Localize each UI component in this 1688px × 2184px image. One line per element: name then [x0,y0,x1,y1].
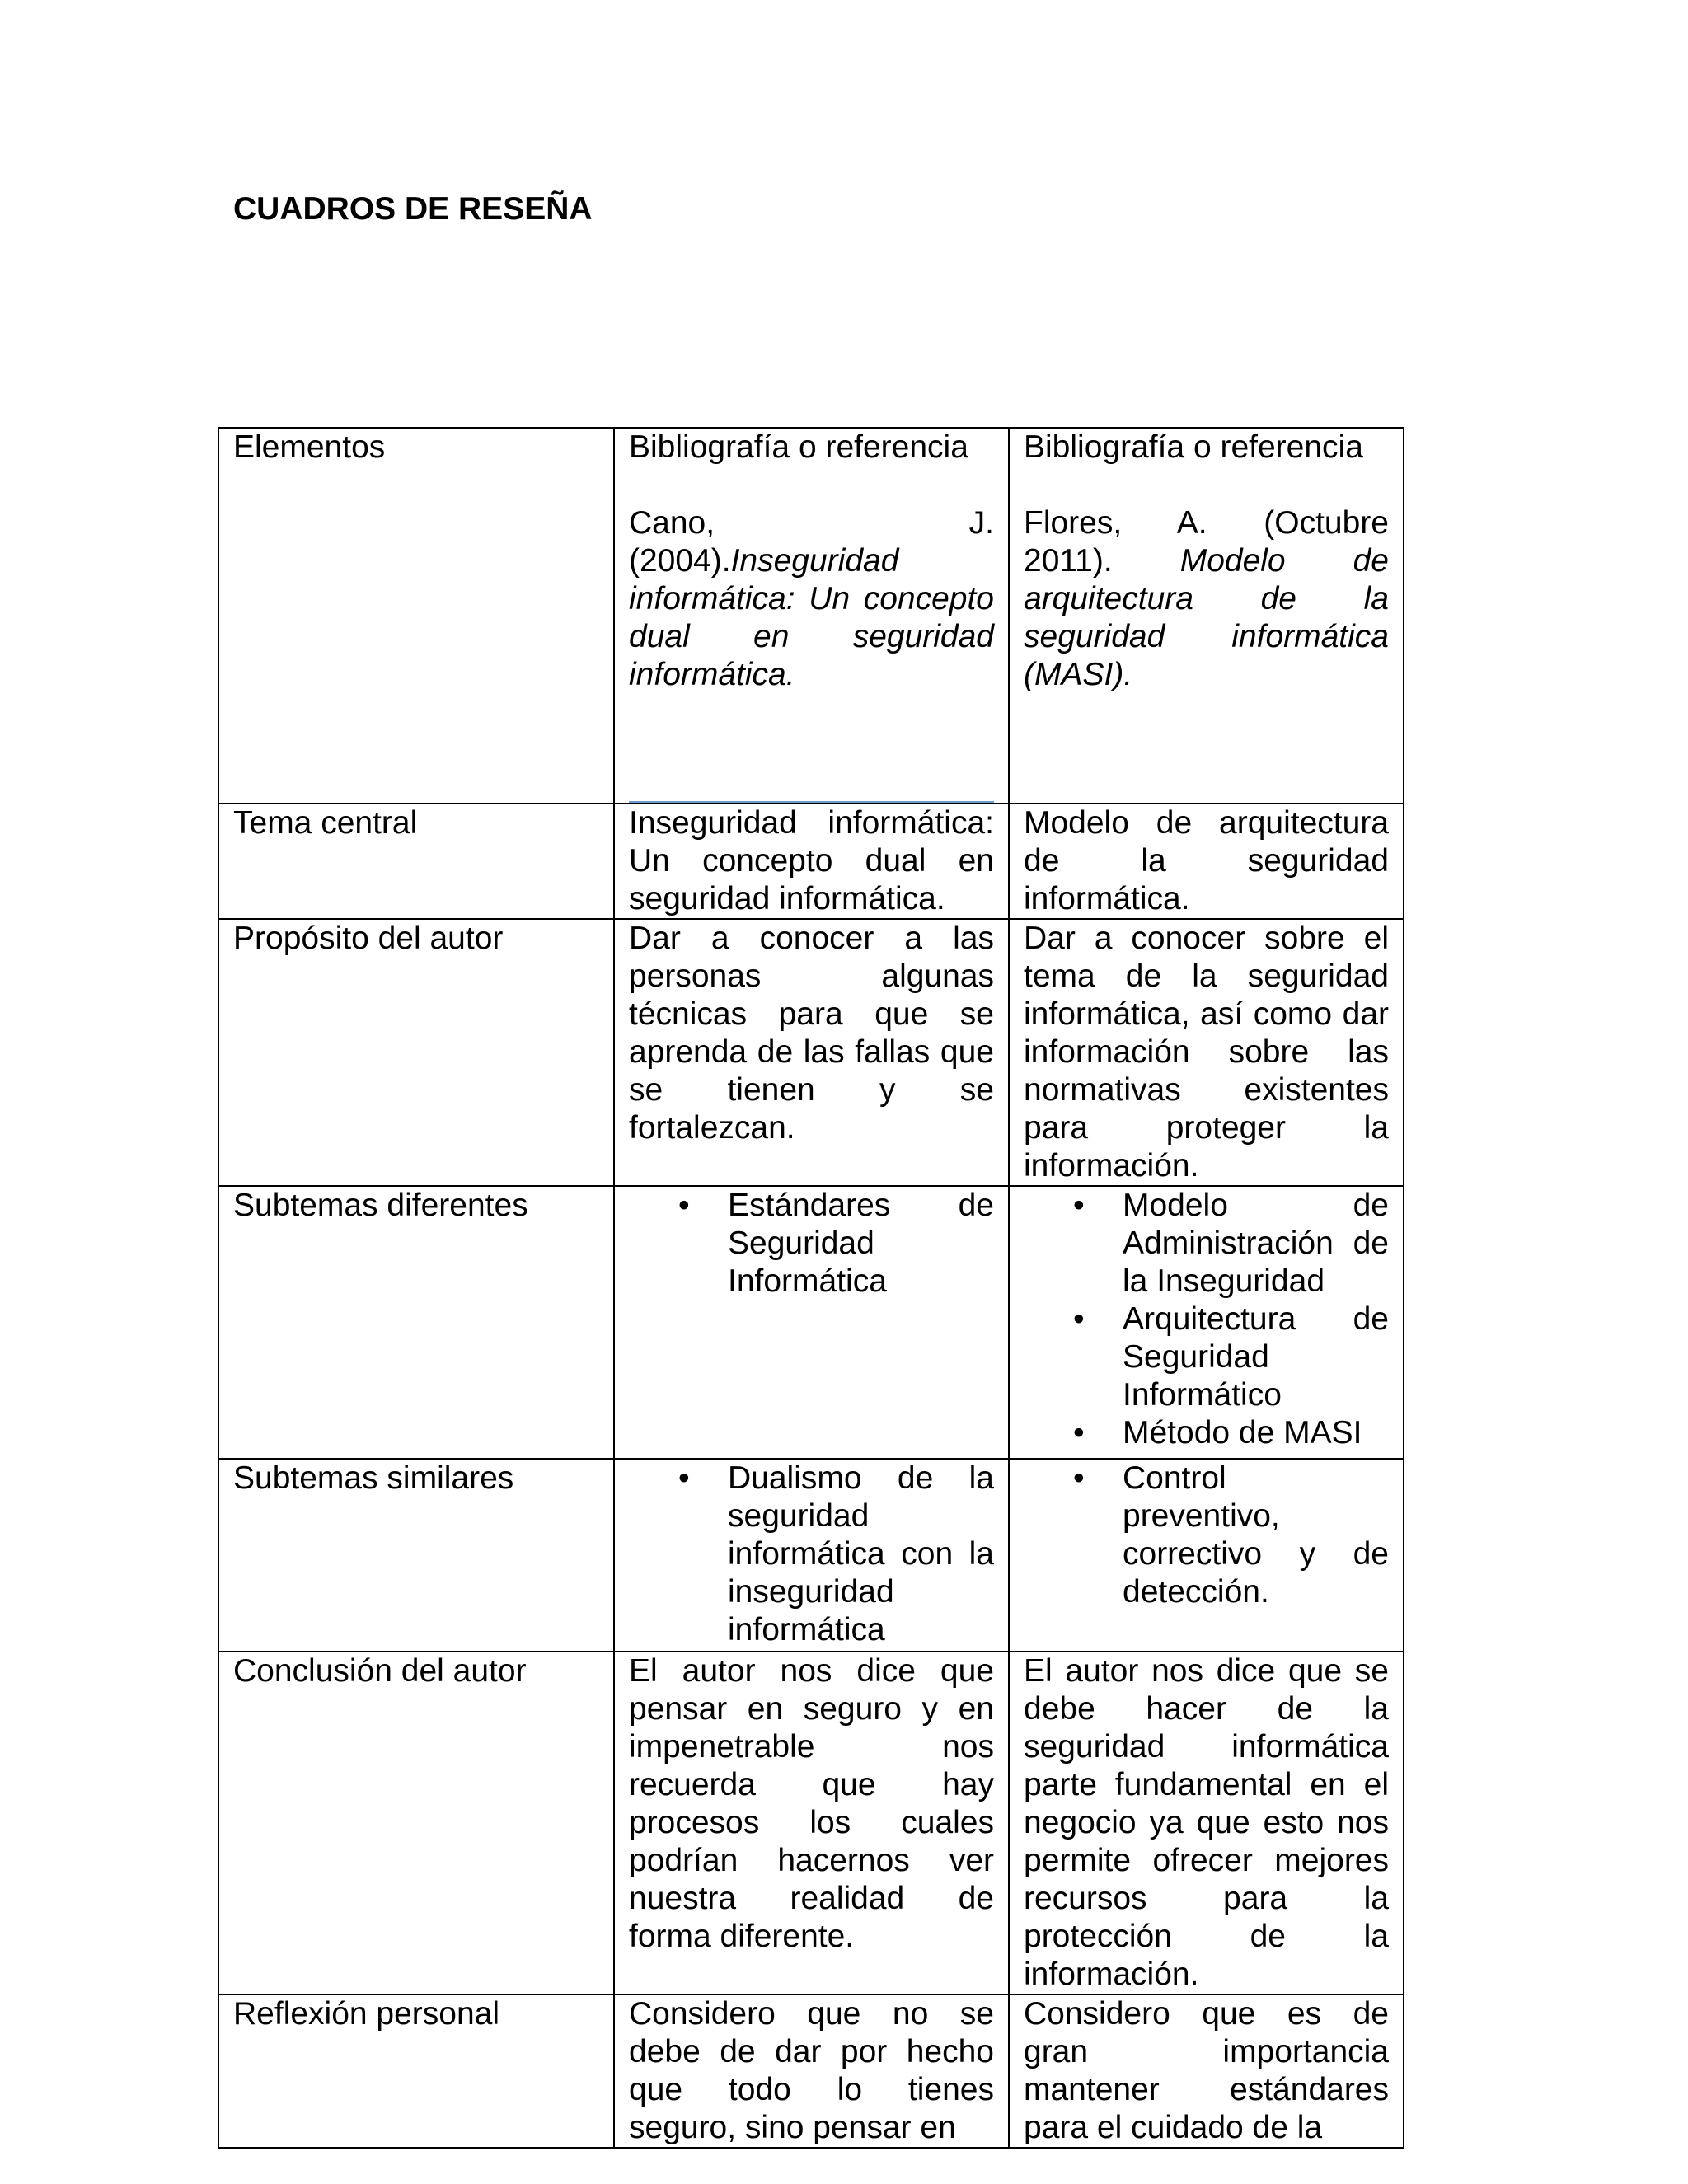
bullet-cell [1009,1459,1404,1652]
header-reference-cell-2 [1009,428,1404,804]
bullet-cell [1009,1186,1404,1459]
bullet-list [1024,1460,1389,1611]
row-proposito-autor [218,919,1404,1186]
row-tema-central [218,804,1404,919]
review-table [218,427,1404,2149]
row-label: Subtemas similares [218,1459,614,1652]
citation-author-2: Flores, A. (Octubre 2011). [1024,505,1389,579]
row-conclusion-autor [218,1652,1404,1994]
list-item: • Control preventivo, correctivo y de detección. [1123,1460,1389,1611]
bullet-list [629,1460,994,1649]
row-label: Reflexión personal [218,1994,614,2148]
header-elements-label: Elementos [233,429,386,465]
cell-value: Inseguridad informática: Un concepto dual en seguridad informática. [614,804,1009,919]
row-label: Conclusión del autor [218,1652,614,1994]
cell-value: Considero que es de gran importancia mantener estándares para el cuidado de la [1009,1994,1404,2148]
list-item: • Dualismo de la seguridad informática con la inseguridad informática [728,1460,994,1649]
list-item: • Arquitectura de Seguridad Informático [1123,1301,1389,1414]
bullet-list [1024,1187,1389,1452]
cell-value: El autor nos dice que pensar en seguro y en impenetrable nos recuerda que hay procesos los cuales podrían hacernos ver nuestra realidad de forma diferente. [614,1652,1009,1994]
row-label: Propósito del autor [218,919,614,1186]
cell-value: Considero que no se debe de dar por hecho que todo lo tienes seguro, sino pensar en [614,1994,1009,2148]
cell-value: Modelo de arquitectura de la seguridad informática. [1009,804,1404,919]
reference-citation-2 [1024,504,1389,694]
citation-title-1: Inseguridad informática: Un concepto dual en seguridad informática. [629,543,994,692]
reference-citation-1 [629,504,994,694]
header-reference-cell-1 [614,428,1009,804]
row-reflexion-personal [218,1994,1404,2148]
cell-value: El autor nos dice que se debe hacer de la seguridad informática parte fundamental en el negocio ya que esto nos permite ofrecer mejores recursos para la protección de la información. [1009,1652,1404,1994]
header-reference-label-2: Bibliografía o referencia [1024,429,1363,465]
header-elements-cell [218,428,614,804]
row-label: Tema central [218,804,614,919]
cell-value: Dar a conocer a las personas algunas técnicas para que se aprenda de las fallas que se tienen y se fortalezcan. [614,919,1009,1186]
bullet-list [629,1187,994,1301]
list-item: • Estándares de Seguridad Informática [728,1187,994,1301]
row-label: Subtemas diferentes [218,1186,614,1459]
hyperlink-underline [629,801,994,803]
citation-author-1: Cano, J. (2004). [629,505,994,579]
bullet-cell [614,1186,1009,1459]
row-subtemas-diferentes [218,1186,1404,1459]
list-item: • Modelo de Administración de la Inseguridad [1123,1187,1389,1301]
cell-value: Dar a conocer sobre el tema de la seguridad informática, así como dar información sobre las normativas existentes para proteger la información. [1009,919,1404,1186]
header-row [218,428,1404,804]
citation-title-2: Modelo de arquitectura de la seguridad informática (MASI). [1024,543,1389,692]
document-title: CUADROS DE RESEÑA [233,191,593,227]
list-item: • Método de MASI [1123,1414,1389,1452]
bullet-cell [614,1459,1009,1652]
row-subtemas-similares [218,1459,1404,1652]
header-reference-label-1: Bibliografía o referencia [629,429,968,465]
